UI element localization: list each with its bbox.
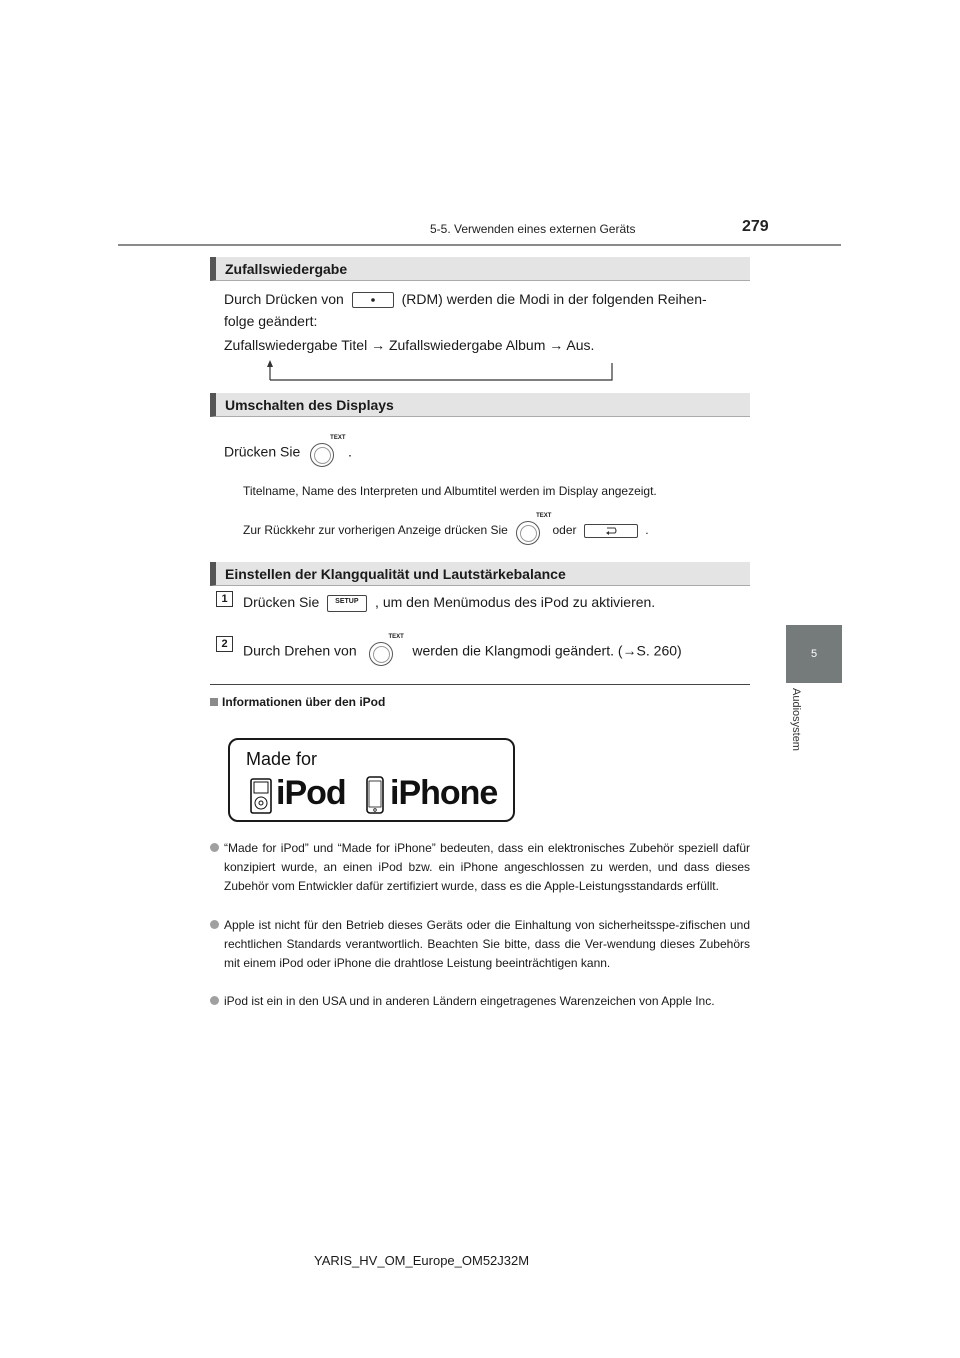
- back-button-icon: [584, 524, 638, 538]
- sound-step-2: Durch Drehen von TEXT werden die Klangmodi geändert. (→S. 260): [243, 636, 682, 668]
- info-bullet: Apple ist nicht für den Betrieb dieses Geräts oder die Einhaltung von sicherheitsspe-zifischen und rechtlichen Standards verantwortlich. Beachten Sie bitte, dass die Ver-wendung dieses Zubehörs mit einem iPod oder iPhone die drahtlose Leistung beeinträchtigen kann.: [210, 916, 750, 973]
- step-number-2: 2: [216, 636, 233, 652]
- page-number: 279: [742, 218, 769, 235]
- bullet-dot-icon: [210, 920, 219, 929]
- section-heading-display: Umschalten des Displays: [210, 393, 750, 417]
- ipod-device-icon: [250, 778, 272, 814]
- chapter-label: Audiosystem: [790, 688, 802, 751]
- bullet-dot-icon: [210, 996, 219, 1005]
- square-bullet-icon: [210, 698, 218, 706]
- made-for-ipod-iphone-logo: Made for iPod iPhone: [228, 738, 515, 822]
- text-knob-icon: TEXT: [367, 636, 399, 668]
- iphone-device-icon: [366, 776, 384, 814]
- display-note-2: Zur Rückkehr zur vorherigen Anzeige drücken Sie TEXT oder .: [243, 515, 649, 547]
- chapter-label-wrap: [790, 688, 806, 770]
- random-instruction: Durch Drücken von (RDM) werden die Modi in der folgenden Reihen-: [224, 291, 707, 307]
- random-mode-sequence: Zufallswiedergabe Titel → Zufallswiedergabe Album → Aus.: [224, 337, 595, 353]
- text-knob-icon: TEXT: [514, 515, 546, 547]
- bullet-dot-icon: [210, 843, 219, 852]
- display-instruction: Drücken Sie TEXT .: [224, 437, 352, 469]
- section-heading-random: Zufallswiedergabe: [210, 257, 750, 281]
- info-heading: Informationen über den iPod: [210, 695, 385, 709]
- running-header: 5-5. Verwenden eines externen Geräts: [430, 222, 636, 236]
- cycle-arrow-icon: [262, 360, 618, 382]
- display-note-1: Titelname, Name des Interpreten und Albumtitel werden im Display angezeigt.: [243, 484, 657, 498]
- section-heading-sound: Einstellen der Klangqualität und Lautstärkebalance: [210, 562, 750, 586]
- chapter-tab: 5: [786, 625, 842, 683]
- header-rule: [118, 244, 841, 246]
- sound-step-1: Drücken Sie SETUP , um den Menümodus des iPod zu aktivieren.: [243, 594, 656, 610]
- section-divider: [210, 684, 750, 685]
- info-bullet: iPod ist ein in den USA und in anderen Ländern eingetragenes Warenzeichen von Apple Inc.: [210, 992, 750, 1011]
- rdm-button-icon: [352, 292, 394, 308]
- document-id: YARIS_HV_OM_Europe_OM52J32M: [314, 1253, 530, 1268]
- text-knob-icon: TEXT: [308, 437, 340, 469]
- info-bullet: “Made for iPod” und “Made for iPhone” bedeuten, dass ein elektronisches Zubehör speziell dafür konzipiert wurde, an einen iPod bzw. ein iPhone angeschlossen zu werden, und dass dieses Zubehör vom Entwickler dafür zertifiziert wurde, dass es die Apple-Leistungsstandards erfüllt.: [210, 839, 750, 896]
- step-number-1: 1: [216, 591, 233, 607]
- random-instruction-cont: folge geändert:: [224, 313, 318, 329]
- setup-button-icon: SETUP: [327, 595, 367, 612]
